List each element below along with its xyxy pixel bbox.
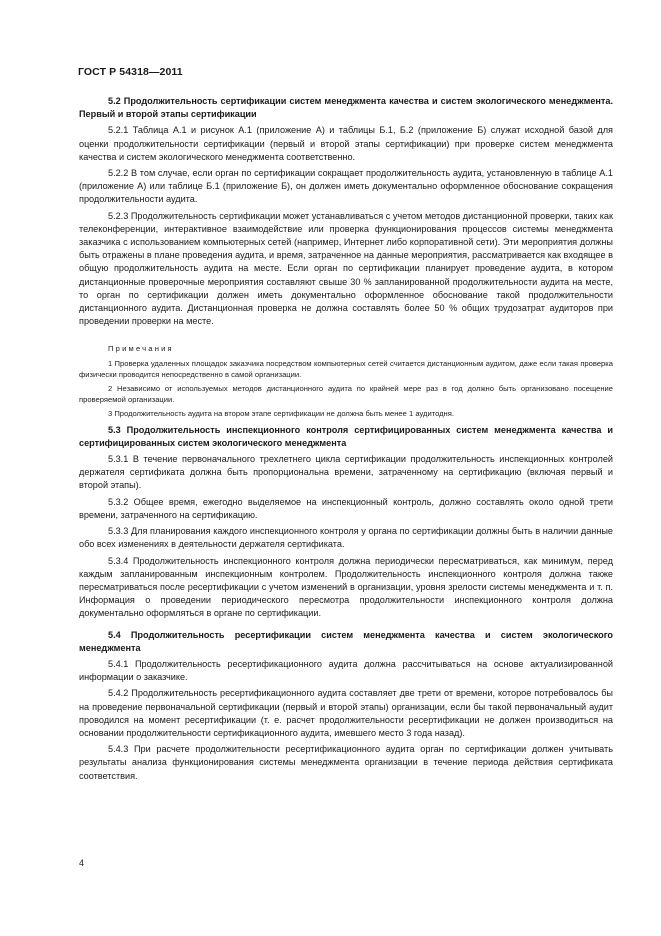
- notes-title: Примечания: [108, 344, 174, 354]
- paragraph-5-4-3: 5.4.3 При расчете продолжительности ресертификационного аудита орган по сертификации должен учитывать результаты анализа функционирования системы менеджмента организации в течение периода действия сертификата соответствия.: [79, 744, 613, 781]
- section-5-2-heading: 5.2 Продолжительность сертификации систем менеджмента качества и систем экологического менеджмента. Первый и второй этапы сертификации: [79, 96, 613, 120]
- paragraph-5-3-1: 5.3.1 В течение первоначального трехлетнего цикла сертификации продолжительность инспекционных контролей держателя сертификата должна быть пропорциональна времени, затраченному на сертификацию (включая первый и второй этапы).: [79, 454, 613, 491]
- document-body: [79, 95, 613, 786]
- paragraph-5-3-3: 5.3.3 Для планирования каждого инспекционного контроля у органа по сертификации должны быть в наличии данные обо всех изменениях в деятельности держателя сертификата.: [79, 526, 613, 550]
- note-2: 2 Независимо от используемых методов дистанционного аудита по крайней мере раз в год должно быть организовано посещение проверяемой организации.: [79, 384, 613, 405]
- document-code: ГОСТ Р 54318—2011: [78, 66, 183, 78]
- section-5-3-heading: 5.3 Продолжительность инспекционного контроля сертифицированных систем менеджмента качества и сертифицированных систем экологического менеджмента: [79, 424, 613, 448]
- paragraph-5-3-2: 5.3.2 Общее время, ежегодно выделяемое на инспекционный контроль, должно составлять около одной трети времени, затраченного на сертификацию.: [79, 496, 613, 520]
- paragraph-5-2-2: 5.2.2 В том случае, если орган по сертификации сокращает продолжительность аудита, установленную в таблице А.1 (приложение А) или таблице Б.1 (приложение Б), он должен иметь документально оформленное обоснование сокращения продолжительности аудита.: [79, 168, 613, 205]
- page-number: 4: [79, 858, 85, 868]
- note-1: 1 Проверка удаленных площадок заказчика посредством компьютерных сетей считается дистанционным аудитом, даже если такая проверка физически проводится непосредственно в самой организации.: [79, 358, 613, 379]
- paragraph-5-2-3: 5.2.3 Продолжительность сертификации может устанавливаться с учетом методов дистанционной проверки, таких как телеконференции, интерактивное взаимодействие или проверка функционирования процессов системы менеджмента заказчика с использованием компьютерных сетей (например, Интернет либо корпоративной сети). Эти мероприятия должны быть отражены в плане проведения аудита, и время, затраченное на данные мероприятия, рассматривается как входящее в общую продолжительность аудита на месте. Если орган по сертификации планирует проведение аудита, в котором дистанционные проверочные мероприятия составляют свыше 30 % запланированной продолжительности аудита на месте, то орган по сертификации должен иметь документально оформленное обоснование такой продолжительности дистанционного аудита. Дистанционная проверка не должна составлять более 50 % общих трудозатрат аудиторов при проведении проверки на месте.: [79, 210, 613, 327]
- section-5-4-heading: 5.4 Продолжительность ресертификации систем менеджмента качества и систем экологического менеджмента: [79, 629, 613, 653]
- paragraph-5-4-2: 5.4.2 Продолжительность ресертификационного аудита составляет две трети от времени, которое потребовалось бы на проведение первоначальной сертификации (первый и второй этапы) организации, если бы такой первоначальный аудит проводился на момент ресертификации (т. е. расчет продолжительности ресертификации не должен производиться на основании продолжительности сертификационного аудита, имевшего место 3 года назад).: [79, 688, 613, 738]
- paragraph-5-4-1: 5.4.1 Продолжительность ресертификационного аудита должна рассчитываться на основе актуализированной информации о заказчике.: [79, 658, 613, 683]
- notes-block: [79, 343, 613, 419]
- paragraph-5-3-4: 5.3.4 Продолжительность инспекционного контроля должна периодически пересматриваться, как минимум, перед каждым запланированным инспекционным контролем. Продолжительность инспекционного контроля должна также пересматриваться после ресертификации с учетом изменений в организации, уровня зрелости системы менеджмента и т. п. Информация о проведении периодического пересмотра продолжительности инспекционного контроля должна документально оформляться в органе по сертификации.: [79, 555, 613, 619]
- paragraph-5-2-1: 5.2.1 Таблица А.1 и рисунок А.1 (приложение А) и таблицы Б.1, Б.2 (приложение Б) служат исходной базой для оценки продолжительности сертификации (первый и второй этапы сертификации) при проверке систем менеджмента качества и систем экологического менеджмента соответственно.: [79, 125, 613, 162]
- note-3: 3 Продолжительность аудита на втором этапе сертификации не должна быть менее 1 аудитодня.: [108, 409, 454, 419]
